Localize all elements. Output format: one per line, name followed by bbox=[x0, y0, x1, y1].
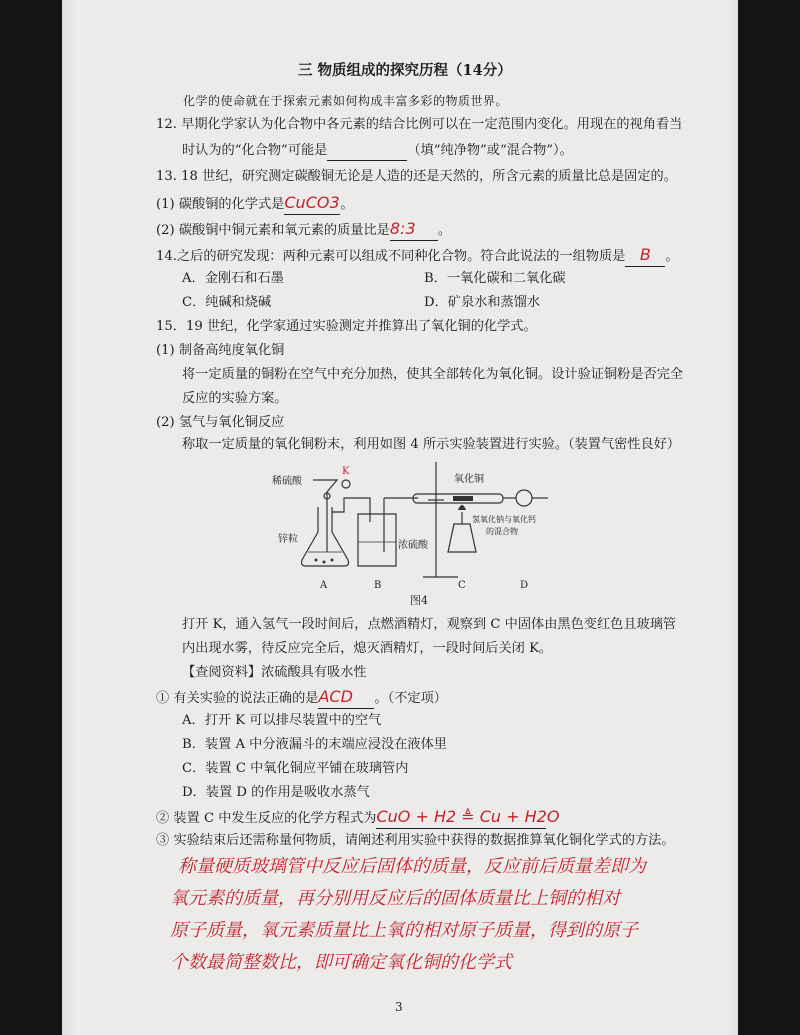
q14-option-b: B．一氧化碳和二氧化碳 bbox=[424, 271, 566, 286]
label-a: A bbox=[320, 580, 328, 591]
flask-a bbox=[302, 507, 349, 566]
sub1-option-d: D．装置 D 的作用是吸收水蒸气 bbox=[182, 785, 370, 800]
q12-line1: 12. 早期化学家认为化合物中各元素的结合比例可以在一定范围内变化。用现在的视角看当 bbox=[156, 117, 683, 132]
q12-stem: 时认为的“化合物”可能是 bbox=[182, 143, 328, 158]
label-d: D bbox=[520, 580, 529, 591]
sub1-question bbox=[156, 688, 447, 709]
handwritten-answer-line3: 原子质量，氧元素质量比上氧的相对原子质量，得到的原子 bbox=[170, 920, 638, 941]
q13-stem: 13. 18 世纪，研究测定碳酸铜无论是人造的还是天然的，所含元素的质量比总是固定的。 bbox=[156, 169, 677, 184]
q14-option-d: D．矿泉水和蒸馏水 bbox=[424, 295, 541, 310]
section-title: 三 物质组成的探究历程（14分） bbox=[298, 62, 512, 79]
q13-part1-blank bbox=[284, 194, 340, 215]
bottle-b bbox=[358, 514, 396, 566]
q15-part2-title: (2) 氢气与氧化铜反应 bbox=[156, 415, 285, 430]
q15-part1-line2: 反应的实验方案。 bbox=[182, 391, 288, 406]
q14-answer: B bbox=[639, 245, 651, 264]
sub2-blank bbox=[376, 807, 560, 829]
separatory-funnel bbox=[313, 480, 337, 552]
sub2-question bbox=[156, 807, 560, 829]
q15-part1-line1: 将一定质量的铜粉在空气中充分加热，使其全部转化为氧化铜。设计验证铜粉是否完全 bbox=[182, 367, 684, 382]
q15-part2-line1: 称取一定质量的氧化铜粉末，利用如图 4 所示实验装置进行实验。（装置气密性良好） bbox=[182, 437, 681, 452]
apparatus-diagram bbox=[258, 452, 558, 602]
q13-part1-question: (1) 碳酸铜的化学式是 bbox=[156, 197, 285, 212]
page-number: 3 bbox=[395, 1000, 403, 1014]
q14-stem: 14.之后的研究发现：两种元素可以组成不同种化合物。符合此说法的一组物质是 B 。 bbox=[156, 246, 679, 267]
label-acid: 浓硫酸 bbox=[398, 540, 428, 551]
label-zinc: 锌粒 bbox=[278, 534, 298, 545]
handwritten-answer-line4: 个数最简整数比，即可确定氧化铜的化学式 bbox=[170, 952, 512, 973]
reference-note: 【查阅资料】浓硫酸具有吸水性 bbox=[182, 665, 367, 680]
sub2-stem: ② 装置 C 中发生反应的化学方程式为 bbox=[156, 811, 377, 826]
sub1-option-b: B．装置 A 中分液漏斗的末端应浸没在液体里 bbox=[182, 737, 447, 752]
sub1-option-a: A．打开 K 可以排尽装置中的空气 bbox=[182, 713, 382, 728]
label-mix: 氢氧化钠与氧化钙 bbox=[472, 515, 536, 524]
label-mix2: 的混合物 bbox=[486, 527, 518, 536]
q13-part2-blank bbox=[390, 220, 438, 241]
procedure-line1: 打开 K，通入氢气一段时间后，点燃酒精灯，观察到 C 中固体由黑色变红色且玻璃管 bbox=[182, 617, 677, 632]
handwritten-answer-line2: 氧元素的质量，再分别用反应后的固体质量比上铜的相对 bbox=[170, 888, 620, 909]
apparatus-figure bbox=[258, 452, 558, 602]
sub1-blank bbox=[318, 688, 374, 709]
sub1-stem: ① 有关实验的说法正确的是 bbox=[156, 691, 319, 706]
sub2-answer: CuO + H2 ≜ Cu + H2O bbox=[376, 807, 560, 826]
q13-part1: (1) 碳酸铜的化学式是CuCO3。 bbox=[156, 194, 354, 215]
label-k: K bbox=[342, 466, 350, 477]
clamp-k bbox=[342, 480, 350, 488]
sub1-hint: 。（不定项） bbox=[374, 691, 447, 706]
label-funnel: 稀硫酸 bbox=[272, 476, 302, 487]
figure-caption: 图4 bbox=[410, 594, 428, 607]
q12-hint: （填“纯净物”或“混合物”）。 bbox=[407, 143, 573, 158]
q14-blank bbox=[625, 246, 665, 267]
q12-line2 bbox=[182, 142, 573, 161]
q15-part1-title: (1) 制备高纯度氧化铜 bbox=[156, 343, 285, 358]
q14-option-a: A．金刚石和石墨 bbox=[182, 271, 284, 286]
label-b: B bbox=[374, 580, 382, 591]
q14-question: 14.之后的研究发现：两种元素可以组成不同种化合物。符合此说法的一组物质是 bbox=[156, 249, 626, 264]
q13-part2-answer: 8:3 bbox=[389, 219, 416, 238]
q12-answer-blank bbox=[327, 142, 407, 161]
sub1-option-c: C．装置 C 中氧化铜应平铺在玻璃管内 bbox=[182, 761, 409, 776]
alcohol-lamp bbox=[448, 524, 476, 552]
label-c: C bbox=[458, 580, 466, 591]
q13-part1-answer: CuCO3 bbox=[284, 193, 340, 212]
handwritten-answer-line1: 称量硬质玻璃管中反应后固体的质量，反应前后质量差即为 bbox=[178, 856, 646, 877]
drying-tube-d bbox=[516, 490, 532, 506]
procedure-line2: 内出现水雾，待反应完全后，熄灭酒精灯，一段时间后关闭 K。 bbox=[182, 641, 553, 656]
label-cuo: 氧化铜 bbox=[454, 474, 484, 485]
sub1-answer: ACD bbox=[318, 687, 353, 706]
section-intro: 化学的使命就在于探索元素如何构成丰富多彩的物质世界。 bbox=[183, 94, 509, 108]
q13-part2-question: (2) 碳酸铜中铜元素和氧元素的质量比是 bbox=[156, 223, 390, 238]
q15-stem: 15．19 世纪，化学家通过实验测定并推算出了氧化铜的化学式。 bbox=[156, 319, 537, 334]
sub3-question: ③ 实验结束后还需称量何物质，请阐述利用实验中获得的数据推算氧化铜化学式的方法。 bbox=[156, 833, 675, 848]
q13-part2: (2) 碳酸铜中铜元素和氧元素的质量比是8:3 。 bbox=[156, 220, 451, 241]
q14-option-c: C．纯碱和烧碱 bbox=[182, 295, 272, 310]
